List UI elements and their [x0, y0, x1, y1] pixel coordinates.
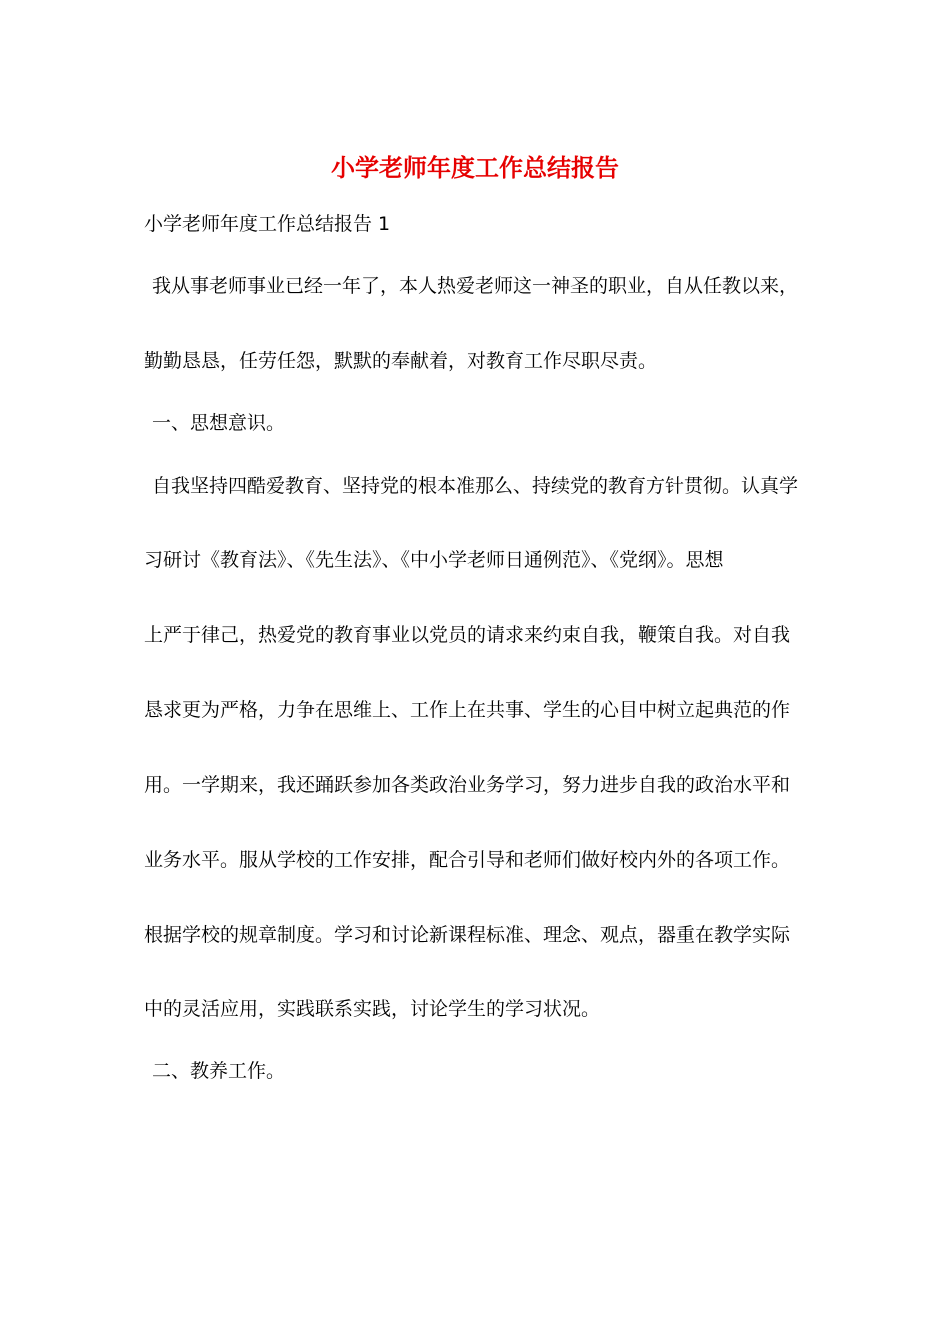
paragraph-line: 上严于律己，热爱党的教育事业以党员的请求来约束自我，鞭策自我。对自我: [144, 624, 791, 646]
paragraph-line: 根据学校的规章制度。学习和讨论新课程标准、理念、观点，器重在教学实际: [144, 924, 791, 946]
paragraph-line: 自我坚持四酷爱教育、坚持党的根本准那么、持续党的教育方针贯彻。认真学: [152, 475, 799, 497]
section-heading-teaching: 二、教养工作。: [152, 1060, 286, 1082]
document-title: 小学老师年度工作总结报告: [331, 153, 619, 182]
paragraph-line: 用。一学期来，我还踊跃参加各类政治业务学习，努力进步自我的政治水平和: [144, 774, 791, 796]
paragraph-line: 恳求更为严格，力争在思维上、工作上在共事、学生的心目中树立起典范的作: [144, 699, 791, 721]
paragraph-line: 勤勤恳恳，任劳任怨，默默的奉献着，对教育工作尽职尽责。: [144, 350, 658, 372]
section-heading-thought: 一、思想意识。: [152, 412, 286, 434]
paragraph-line: 习研讨《教育法》、《先生法》、《中小学老师日通例范》、《党纲》。思想: [144, 549, 724, 571]
paragraph-line: 中的灵活应用，实践联系实践，讨论学生的学习状况。: [144, 998, 601, 1020]
paragraph-line: 业务水平。服从学校的工作安排，配合引导和老师们做好校内外的各项工作。: [144, 849, 791, 871]
paragraph-line: 我从事老师事业已经一年了，本人热爱老师这一神圣的职业，自从任教以来，: [152, 275, 799, 297]
section-subtitle: 小学老师年度工作总结报告 1: [144, 213, 391, 235]
